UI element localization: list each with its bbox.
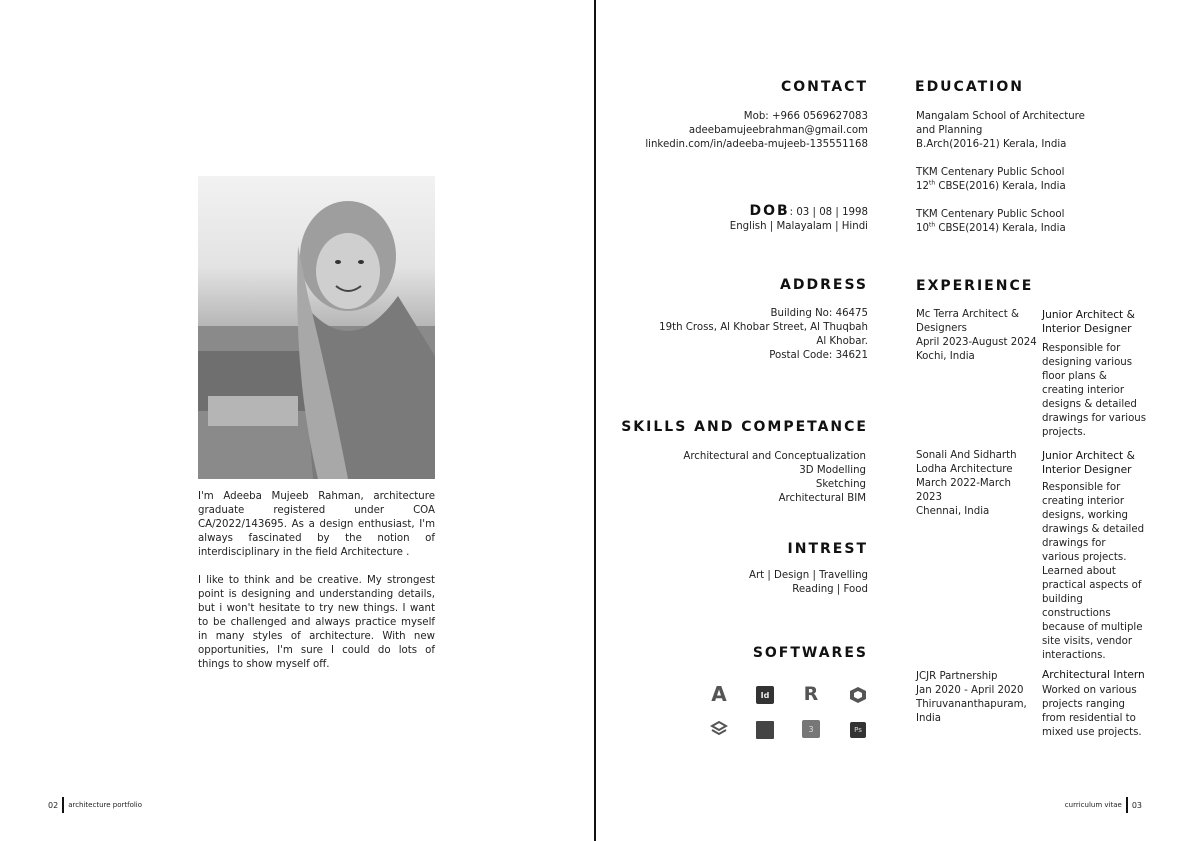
footer-right-label: curriculum vitae: [1064, 801, 1122, 809]
dob-value: : 03 | 08 | 1998: [789, 207, 868, 218]
desc-line: projects ranging: [1042, 699, 1126, 710]
desc-line: drawings & detailed: [1042, 524, 1145, 535]
education-item: [916, 166, 1066, 194]
experience-role-1: [1042, 308, 1152, 440]
footer-right-page-number: 03: [1131, 800, 1142, 810]
desc-line: because of multiple: [1042, 622, 1143, 633]
skill-item: Architectural BIM: [778, 493, 866, 504]
skill-item: 3D Modelling: [799, 465, 866, 476]
role-title: Junior Architect &: [1042, 309, 1135, 321]
address-line: Al Khobar.: [816, 336, 868, 347]
footer-left-page-number: 02: [48, 800, 59, 810]
desc-line: designs & detailed: [1042, 399, 1137, 410]
page-divider: [594, 0, 596, 841]
role-title: Junior Architect &: [1042, 450, 1135, 462]
contact-email: adeebamujeebrahman@gmail.com: [688, 125, 868, 136]
address-block: [659, 307, 868, 363]
dob-row: [749, 200, 868, 219]
contact-block: [645, 110, 868, 152]
company-dates: March 2022-March 2023: [916, 478, 1011, 503]
experience-company-3: [916, 670, 1038, 726]
contact-mobile: Mob: +966 0569627083: [743, 111, 868, 122]
archicad-icon: A: [711, 682, 727, 706]
company-line: Mc Terra Architect &: [916, 309, 1019, 320]
company-location: India: [916, 713, 942, 724]
desc-line: creating interior: [1042, 385, 1125, 396]
skill-item: Architectural and Conceptualization: [683, 451, 866, 462]
education-school: TKM Centenary Public School: [916, 167, 1065, 178]
experience-heading: EXPERIENCE: [916, 278, 1034, 294]
indesign-icon: Id: [756, 686, 774, 704]
education-degree-detail: CBSE(2016) Kerala, India: [935, 181, 1066, 192]
enscape-icon: [710, 720, 728, 738]
company-line: Lodha Architecture: [916, 464, 1013, 475]
desc-line: site visits, vendor: [1042, 636, 1133, 647]
3dsmax-icon: 3: [802, 720, 820, 738]
role-description: [1042, 684, 1152, 740]
education-grade: 10: [916, 223, 929, 234]
education-grade: 12: [916, 181, 929, 192]
skills-heading: SKILLS AND COMPETANCE: [621, 419, 868, 435]
education-school: TKM Centenary Public School: [916, 209, 1065, 220]
desc-line: projects.: [1042, 427, 1086, 438]
address-line: Postal Code: 34621: [769, 350, 868, 361]
desc-line: interactions.: [1042, 650, 1106, 661]
profile-photo: [198, 176, 435, 479]
desc-line: Learned about: [1042, 566, 1116, 577]
company-location: Thiruvananthapuram,: [916, 699, 1027, 710]
company-dates: April 2023-August 2024: [916, 337, 1037, 348]
desc-line: mixed use projects.: [1042, 727, 1142, 738]
contact-heading: CONTACT: [780, 79, 868, 95]
role-title: Architectural Intern: [1042, 669, 1145, 681]
interest-line-2: Reading | Food: [792, 584, 868, 595]
desc-line: building: [1042, 594, 1083, 605]
desc-line: floor plans &: [1042, 371, 1107, 382]
company-dates: Jan 2020 - April 2020: [916, 685, 1024, 696]
portrait-illustration: [198, 176, 435, 479]
company-line: Sonali And Sidharth: [916, 450, 1017, 461]
desc-line: drawings for various: [1042, 413, 1147, 424]
address-heading: ADDRESS: [780, 277, 868, 293]
desc-line: designs, working: [1042, 510, 1128, 521]
education-degree: [916, 180, 1066, 194]
education-grade-suffix: th: [928, 221, 936, 229]
address-line: Building No: 46475: [770, 308, 868, 319]
desc-line: from residential to: [1042, 713, 1136, 724]
desc-line: Responsible for: [1042, 482, 1121, 493]
photoshop-icon: Ps: [850, 722, 866, 738]
revit-icon: R: [803, 683, 819, 705]
experience-company-1: [916, 308, 1038, 364]
desc-line: Worked on various: [1042, 685, 1137, 696]
skill-item: Sketching: [815, 479, 866, 490]
education-degree-detail: CBSE(2014) Kerala, India: [935, 223, 1066, 234]
footer-left: [48, 797, 142, 813]
education-grade-suffix: th: [928, 179, 936, 187]
education-degree: B.Arch(2016-21) Kerala, India: [916, 139, 1067, 150]
education-degree: [916, 222, 1066, 236]
company-line: JCJR Partnership: [916, 671, 998, 682]
skills-list: [683, 450, 866, 506]
footer-right: [1065, 797, 1142, 813]
sketchup-icon: [849, 686, 867, 704]
softwares-heading: SOFTWARES: [752, 645, 868, 661]
contact-linkedin: linkedin.com/in/adeeba-mujeeb-135551168: [645, 139, 868, 150]
education-school-cont: and Planning: [916, 125, 983, 136]
interest-block: [749, 569, 868, 597]
role-title: Interior Designer: [1042, 323, 1132, 335]
languages: English | Malayalam | Hindi: [729, 221, 868, 232]
desc-line: creating interior: [1042, 496, 1125, 507]
education-item: [916, 208, 1066, 236]
desc-line: drawings for: [1042, 538, 1106, 549]
experience-company-2: [916, 449, 1038, 519]
education-heading: EDUCATION: [915, 79, 1024, 95]
role-description: [1042, 481, 1152, 663]
footer-left-label: architecture portfolio: [68, 801, 143, 809]
address-line: 19th Cross, Al Khobar Street, Al Thuqbah: [659, 322, 868, 333]
company-line: Designers: [916, 323, 967, 334]
bio-paragraph-1: I'm Adeeba Mujeeb Rahman, architecture graduate registered under COA CA/2022/143695. As a design enthusiast, I'm always fascinated by the notion of interdisciplinary in the field Architecture .: [198, 491, 435, 558]
desc-line: Responsible for: [1042, 343, 1121, 354]
interest-line-1: Art | Design | Travelling: [748, 570, 868, 581]
education-school: Mangalam School of Architecture: [916, 111, 1085, 122]
interest-heading: INTREST: [787, 541, 868, 557]
desc-line: constructions: [1042, 608, 1111, 619]
role-description: [1042, 342, 1152, 440]
footer-left-bar: [62, 797, 64, 813]
footer-right-bar: [1126, 797, 1128, 813]
desc-line: designing various: [1042, 357, 1133, 368]
experience-role-3: [1042, 668, 1152, 740]
company-location: Kochi, India: [916, 351, 975, 362]
experience-role-2: [1042, 449, 1152, 663]
company-location: Chennai, India: [916, 506, 990, 517]
desc-line: various projects.: [1042, 552, 1127, 563]
desc-line: practical aspects of: [1042, 580, 1142, 591]
role-title: Interior Designer: [1042, 464, 1132, 476]
education-item: [916, 110, 1085, 152]
bio-paragraph-2: I like to think and be creative. My strongest point is designing and understanding details, but i won't hesitate to try new things. I want to be challenged and always practice myself in many styles of architecture. With new opportunities, I'm sure I could do lots of things to show myself off.: [198, 575, 435, 670]
dob-label: DOB: [749, 203, 790, 219]
lumion-icon: [756, 721, 774, 739]
